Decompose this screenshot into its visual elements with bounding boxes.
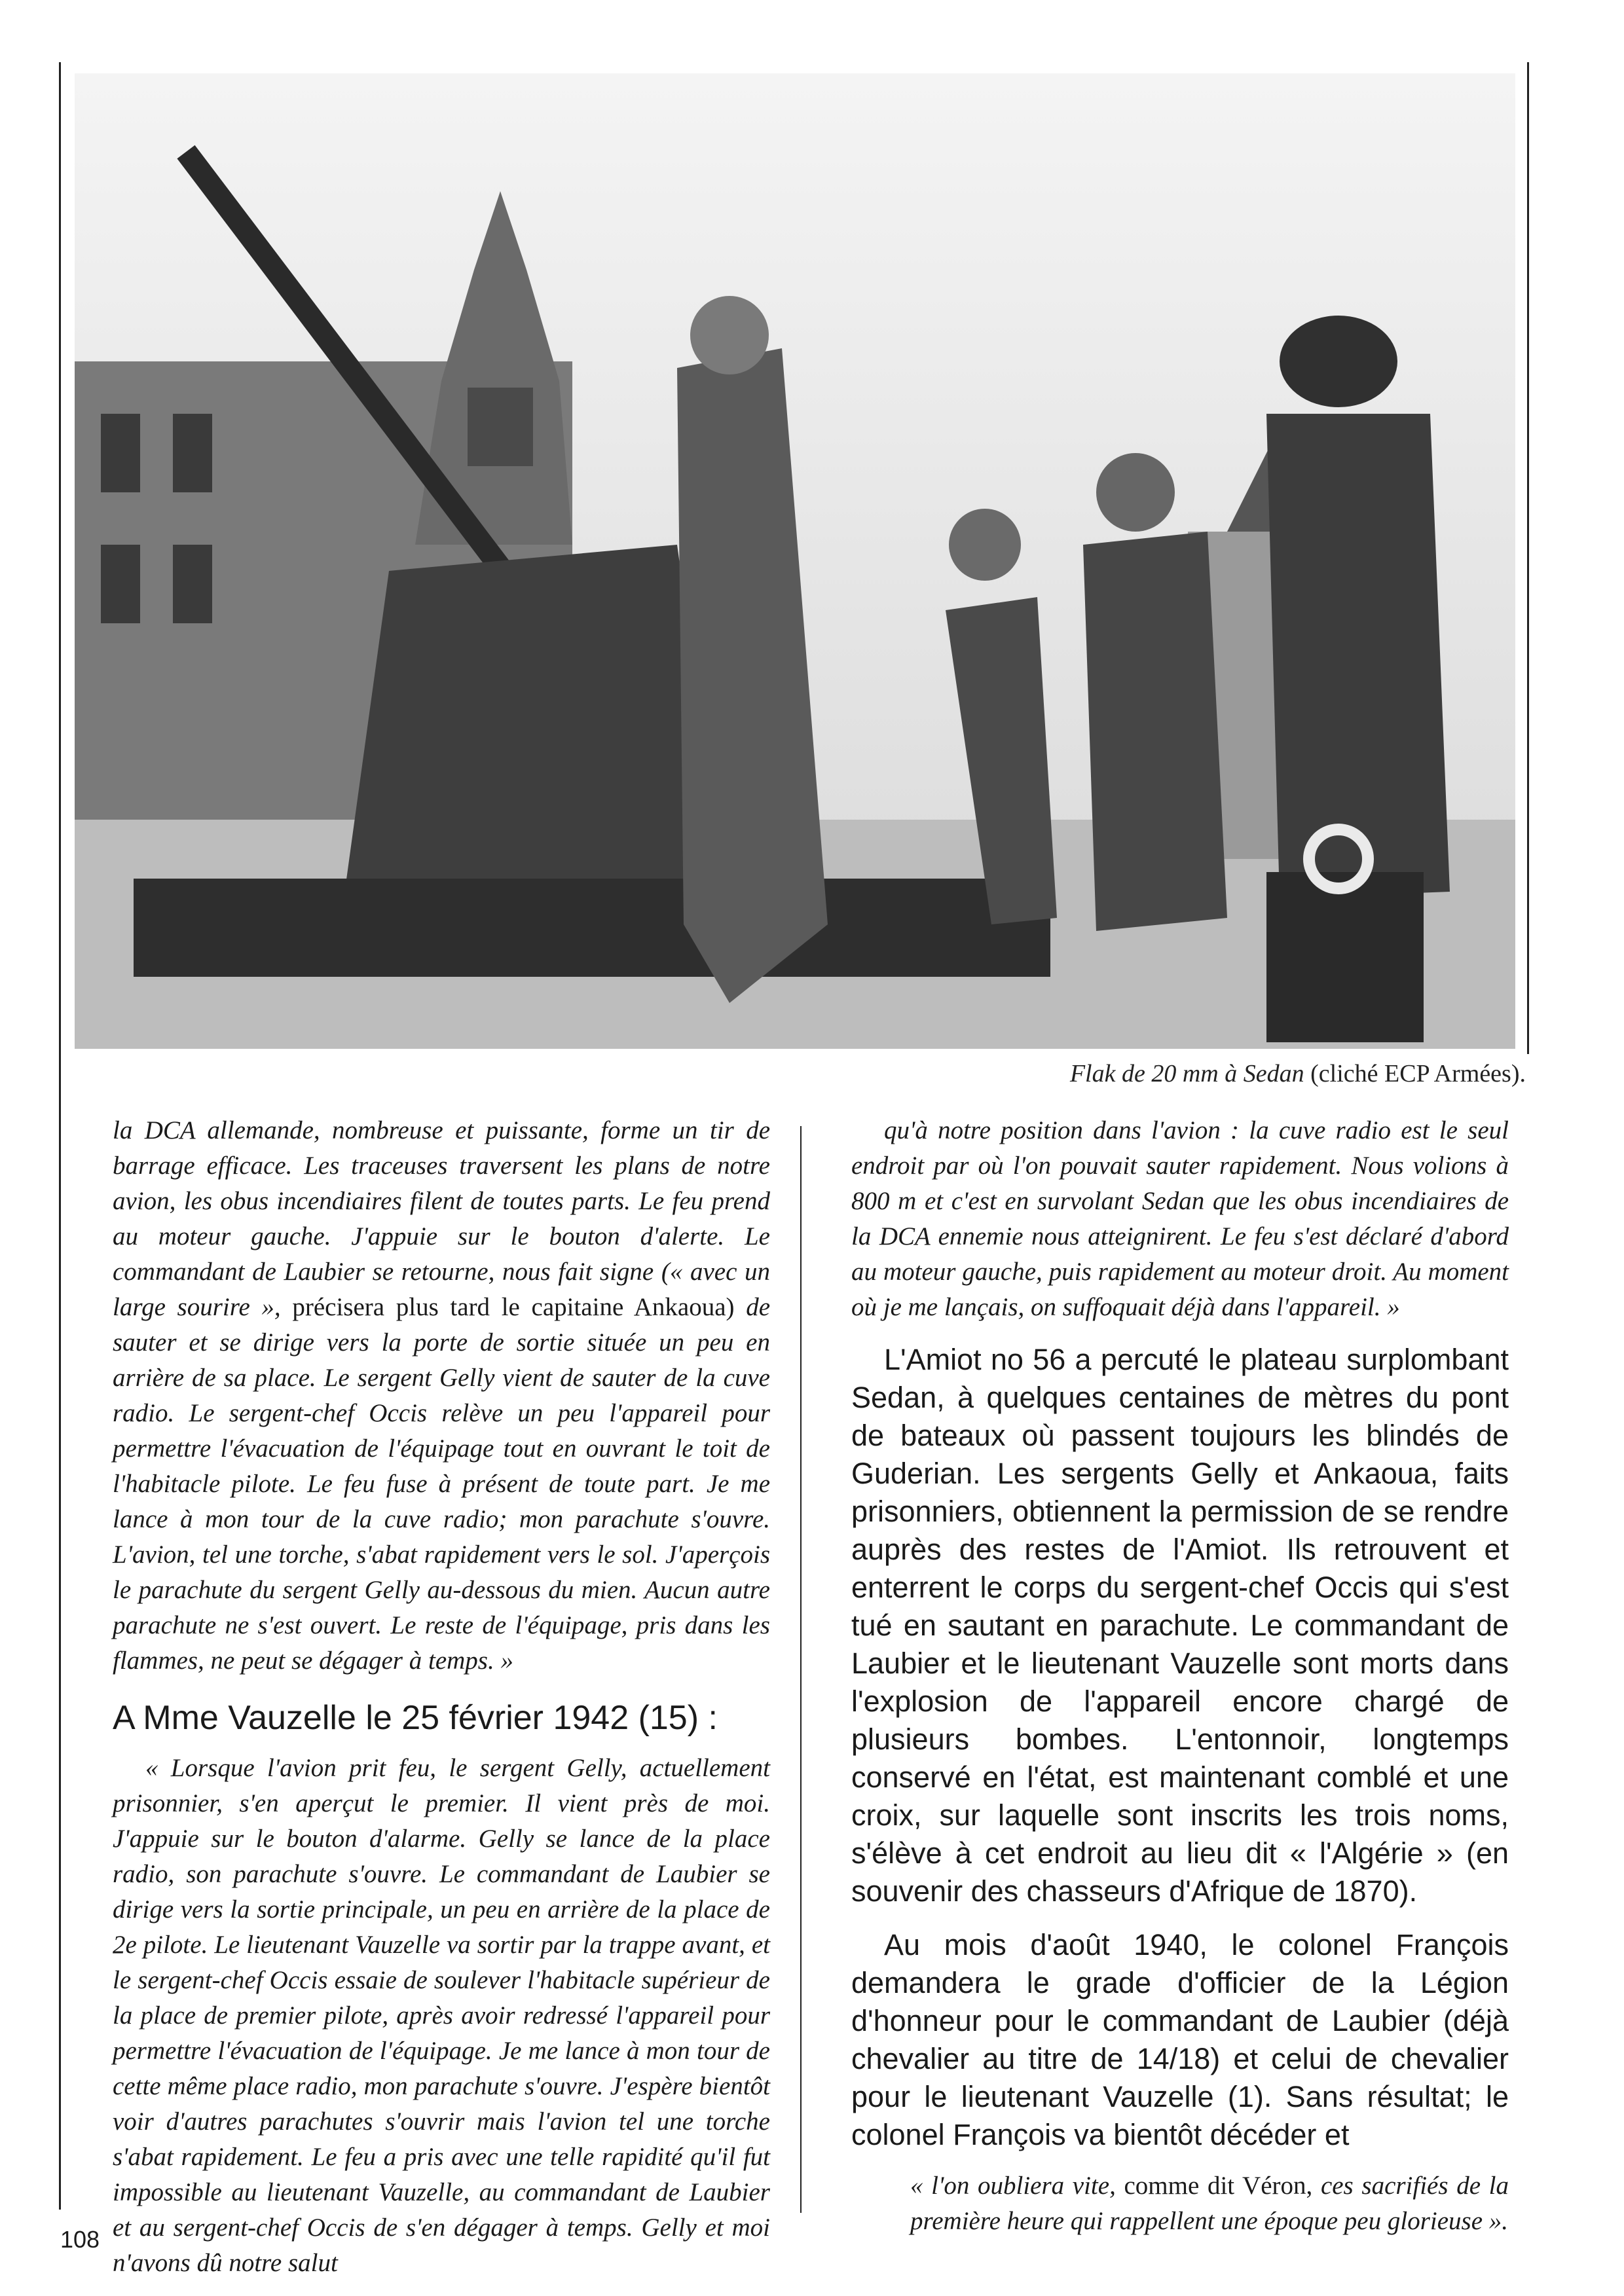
flak-photograph [75,73,1515,1049]
right-vertical-rule [1527,62,1529,1054]
page-number: 108 [60,2226,100,2253]
photo-caption [1070,1059,1526,1088]
quote-roman: comme dit Véron, [1124,2172,1313,2200]
ammunition-box [1266,872,1424,1042]
right-column [851,1113,1509,2239]
photo-illustration [75,73,1515,1049]
left-p1-italic: la DCA allemande, nombreuse et puissante, forme un tir de barrage efficace. Les traceuses traversent les plans de notre avion, les obus incendiaires filent de toutes parts. Le feu prend au moteur gauche. J'appuie sur le bouton d'alerte. Le commandant de Laubier se retourne, nous fait signe (« avec un large sourire », [113,1116,770,1321]
right-paragraph-1: qu'à notre position dans l'avion : la cuve radio est le seul endroit par où l'on pouvait sauter rapidement. Nous volions à 800 m et c'est en survolant Sedan que les obus incendiaires de la DCA ennemie nous atteignirent. Le feu s'est déclaré d'abord au moteur gauche, puis rapidement au moteur droit. Au moment où je me lançais, on suffoquait déjà dans l'appareil. » [851,1116,1509,1321]
closing-quote [910,2168,1509,2239]
caption-credit: (cliché ECP Armées). [1310,1060,1526,1087]
left-vertical-rule [59,62,61,2210]
letter-heading: A Mme Vauzelle le 25 février 1942 (15) : [113,1699,718,1737]
quote-part-a: « l'on oubliera vite, [910,2172,1116,2200]
left-p1-roman: précisera plus tard le capitaine Ankaoua) [292,1293,735,1321]
quote-part-b: ces sacrifiés de la première heure qui rappellent une époque peu glorieuse ». [910,2172,1509,2235]
left-paragraph-1 [113,1113,770,1679]
gun-platform [134,879,1050,977]
soldier-helmet-right [1266,414,1450,898]
right-paragraph-2: L'Amiot no 56 a percuté le plateau surplombant Sedan, à quelques centaines de mètres du pont de bateaux où passent toujours les blindés de Guderian. Les sergents Gelly et Ankaoua, faits prisonniers, obtiennent la permission de se rendre auprès des restes de l'Amiot. Ils retrouvent et enterrent le corps du sergent-chef Occis qui s'est tué en sautant en parachute. Le commandant de Laubier et le lieutenant Vauzelle sont morts dans l'explosion de l'appareil encore chargé de plusieurs bombes. L'entonnoir, longtemps conservé en l'état, est maintenant comblé et une croix, sur laquelle sont inscrits les trois noms, s'élève à cet endroit au lieu dit « l'Algérie » (en souvenir des chasseurs d'Afrique de 1870). [851,1343,1509,1908]
left-p1-end: de sauter et se dirige vers la porte de sortie située un peu en arrière de sa place. Le sergent Gelly vient de sauter de la cuve radio. Le sergent-chef Occis relève un peu l'appareil pour permettre l'évacuation de l'équipage tout en ouvrant le toit de l'habitacle pilote. Le feu fuse à présent de toute part. Je me lance à mon tour de la cuve radio; mon parachute s'ouvre. L'avion, tel une torche, s'abat rapidement vers le sol. J'aperçois le parachute du sergent Gelly au-dessous du mien. Aucun autre parachute ne s'est ouvert. Le reste de l'équipage, pris dans les flammes, ne peut se dégager à temps. » [113,1293,771,1675]
column-divider-rule [800,1126,802,2213]
soldier-binoculars-2 [1083,532,1227,931]
caption-text: Flak de 20 mm à Sedan [1069,1060,1304,1087]
left-paragraph-2: « Lorsque l'avion prit feu, le sergent Gelly, actuellement prisonnier, s'en aperçut le premier. Il vient près de moi. J'appuie sur le bouton d'alarme. Gelly se lance de la place radio, son parachute s'ouvre. Le commandant de Laubier se dirige vers la sortie principale, un peu en arrière de la place de 2e pilote. Le lieutenant Vauzelle va sortir par la trappe avant, et le sergent-chef Occis essaie de soulever l'habitacle supérieur de la place de premier pilote, après avoir redressé l'appareil pour permettre l'évacuation de l'équipage. Je me lance à mon tour de cette même place radio, mon parachute s'ouvre. J'espère bientôt voir d'autres parachutes s'ouvrir mais l'avion tel une torche s'abat rapidement. Le feu a pris avec une telle rapidité qu'il fut impossible au lieutenant Vauzelle, au commandant de Laubier et au sergent-chef Occis de s'en dégager à temps. Gelly et moi n'avons dû notre salut [113,1754,770,2277]
left-column [113,1113,770,2281]
right-paragraph-3: Au mois d'août 1940, le colonel François demandera le grade d'officier de la Légion d'honneur pour le commandant de Laubier (déjà chevalier au titre de 14/18) et celui de chevalier pour le lieutenant Vauzelle (1). Sans résultat; le colonel François va bientôt décéder et [851,1928,1509,2151]
